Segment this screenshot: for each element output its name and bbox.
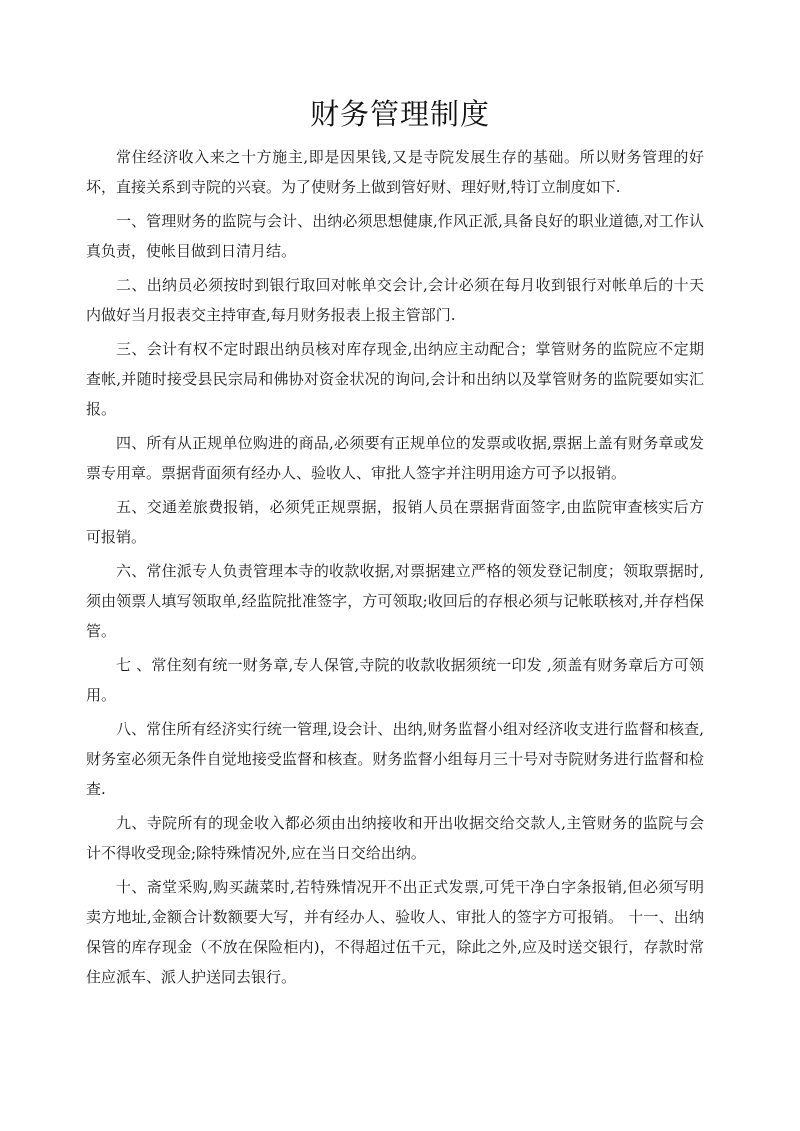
paragraph-rule-6: 六、常住派专人负责管理本寺的收款收据,对票据建立严格的领发登记制度；领取票据时,须由领票人填写领取单,经监院批准签字，方可领取;收回后的存根必须与记帐联核对,并存档保管。 [86, 562, 704, 640]
paragraph-rule-7: 七 、常住刻有统一财务章,专人保管,寺院的收款收据须统一印发 ,须盖有财务章后方可领用。 [86, 656, 704, 704]
paragraph-rule-1: 一、管理财务的监院与会计、出纳必须思想健康,作风正派,具备良好的职业道德,对工作认真负责，使帐目做到日清月结。 [86, 212, 704, 260]
paragraph-rule-2: 二、出纳员必须按时到银行取回对帐单交会计,会计必须在每月收到银行对帐单后的十天内做好当月报表交主持审查,每月财务报表上报主管部门. [86, 276, 704, 324]
paragraph-rule-9: 九、寺院所有的现金收入都必须由出纳接收和开出收据交给交款人,主管财务的监院与会计不得收受现金;除特殊情况外,应在当日交给出纳。 [86, 814, 704, 862]
paragraph-rule-8: 八、常住所有经济实行统一管理,设会计、出纳,财务监督小组对经济收支进行监督和核查,财务室必须无条件自觉地接受监督和核查。财务监督小组每月三十号对寺院财务进行监督和检查. [86, 720, 704, 798]
paragraph-rule-10-11: 十、斋堂采购,购买蔬菜时,若特殊情况开不出正式发票,可凭干净白字条报销,但必须写明卖方地址,金额合计数额要大写，并有经办人、验收人、审批人的签字方可报销。 十一、出纳保管的库存现金（不放在保险柜内)，不得超过伍千元，除此之外,应及时送交银行，存款时常住应派车、派人护送同去银行。 [86, 878, 704, 986]
paragraph-rule-5: 五、交通差旅费报销，必须凭正规票据，报销人员在票据背面签字,由监院审查核实后方可报销。 [86, 498, 704, 546]
document-body [86, 142, 704, 996]
paragraph-rule-4: 四、所有从正规单位购进的商品,必须要有正规单位的发票或收据,票据上盖有财务章或发票专用章。票据背面须有经办人、验收人、审批人签字并注明用途方可予以报销。 [86, 434, 704, 482]
document-title: 财务管理制度 [309, 97, 490, 131]
paragraph-rule-3: 三、会计有权不定时跟出纳员核对库存现金,出纳应主动配合；掌管财务的监院应不定期查帐,并随时接受县民宗局和佛协对资金状况的询问,会计和出纳以及掌管财务的监院要如实汇报。 [86, 340, 704, 418]
paragraph-intro: 常住经济收入来之十方施主,即是因果钱,又是寺院发展生存的基础。所以财务管理的好坏，直接关系到寺院的兴衰。为了使财务上做到管好财、理好财,特订立制度如下. [86, 148, 704, 196]
